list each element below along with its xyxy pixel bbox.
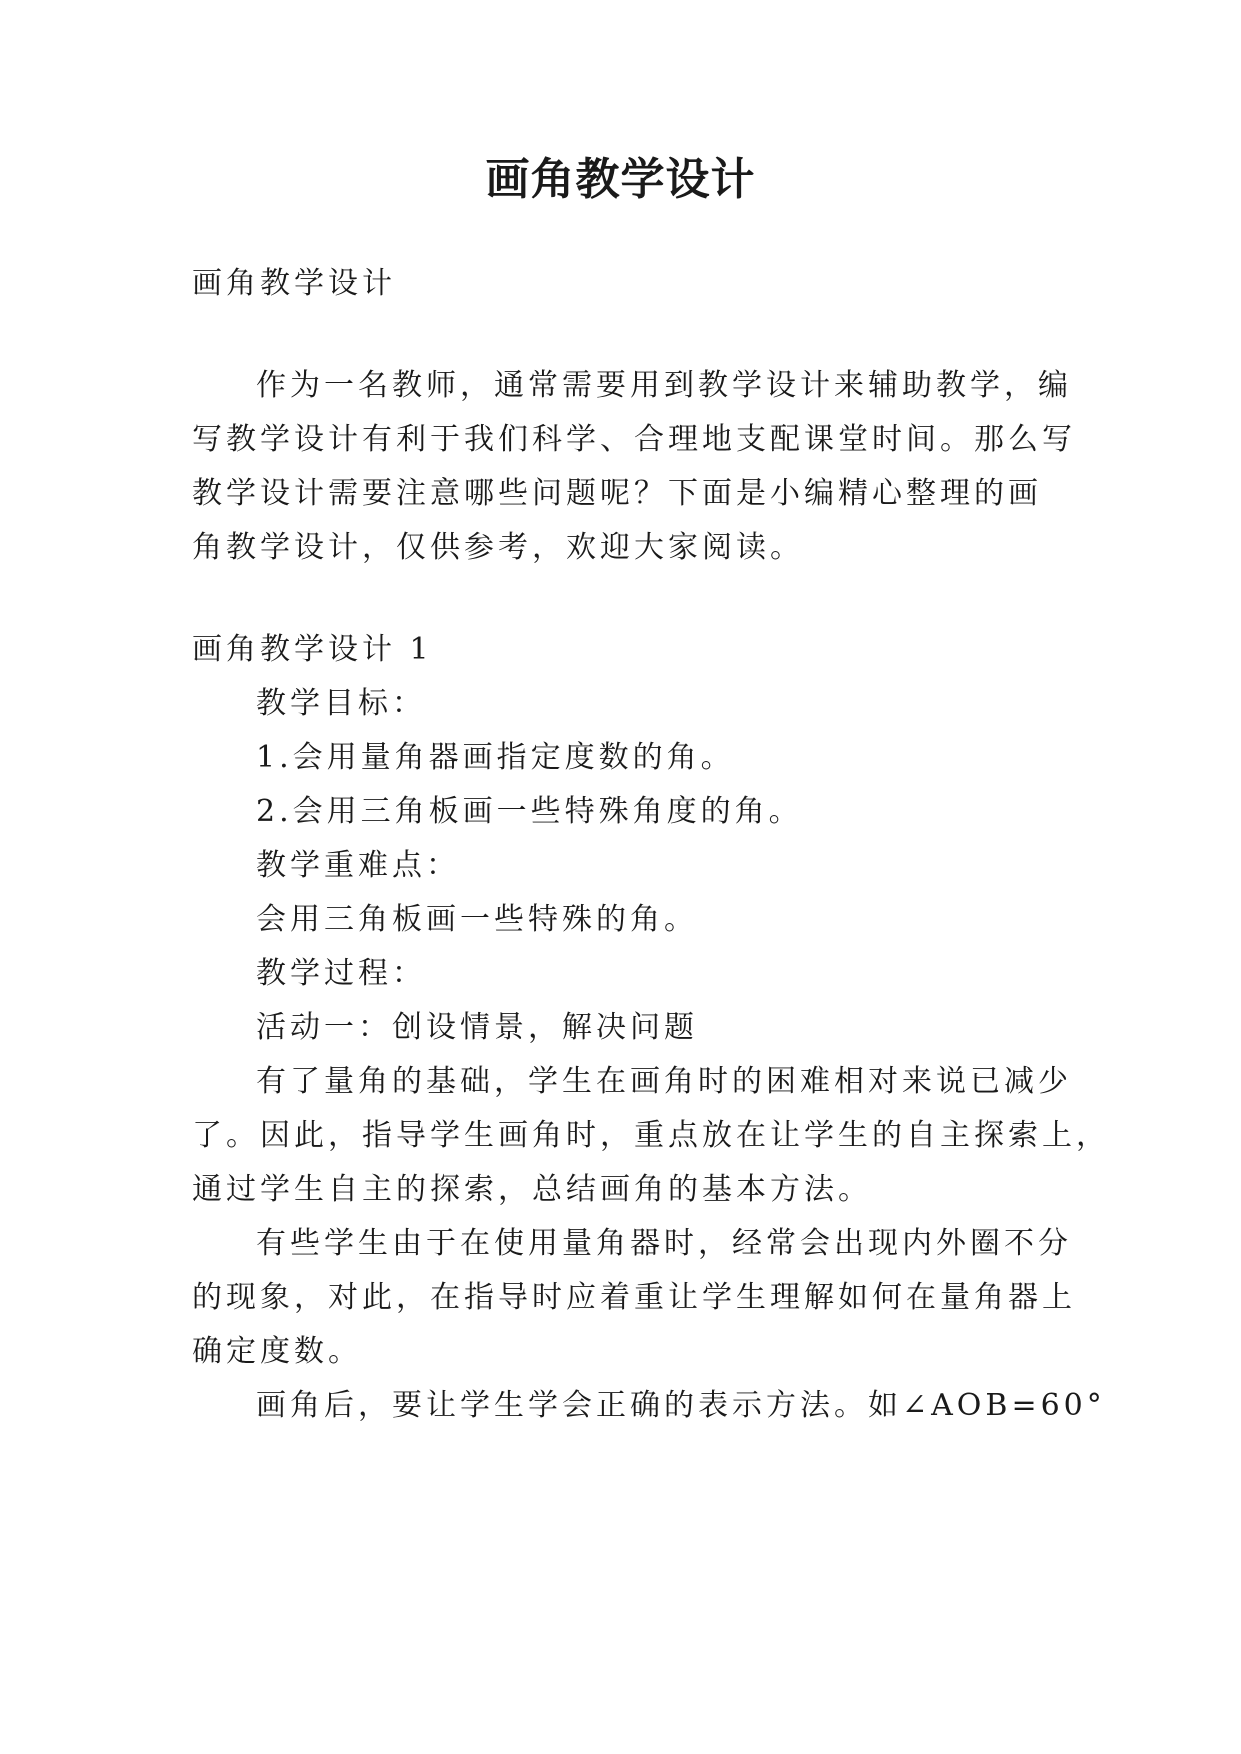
body-line: 确定度数。 [192, 1334, 362, 1369]
body-line: 画角后，要让学生学会正确的表示方法。如∠AOB=60° [256, 1388, 1106, 1423]
body-line: 教学重难点： [256, 848, 460, 883]
body-line: 通过学生自主的探索，总结画角的基本方法。 [192, 1172, 872, 1207]
body-line: 有些学生由于在使用量角器时，经常会出现内外圈不分 [256, 1226, 1072, 1261]
body-line: 会用三角板画一些特殊的角。 [256, 902, 698, 937]
intro-line: 角教学设计，仅供参考，欢迎大家阅读。 [192, 530, 804, 565]
body-line: 教学目标： [256, 686, 426, 721]
body-line: 1.会用量角器画指定度数的角。 [256, 740, 735, 775]
document-subtitle: 画角教学设计 [192, 266, 396, 301]
body-line: 的现象，对此，在指导时应着重让学生理解如何在量角器上 [192, 1280, 1076, 1315]
section-heading: 画角教学设计 1 [192, 632, 433, 667]
body-line: 有了量角的基础，学生在画角时的困难相对来说已减少 [256, 1064, 1072, 1099]
body-line: 2.会用三角板画一些特殊角度的角。 [256, 794, 803, 829]
body-line: 教学过程： [256, 956, 426, 991]
intro-line: 作为一名教师，通常需要用到教学设计来辅助教学，编 [256, 368, 1072, 403]
intro-line: 写教学设计有利于我们科学、合理地支配课堂时间。那么写 [192, 422, 1076, 457]
document-title: 画角教学设计 [485, 154, 756, 205]
intro-line: 教学设计需要注意哪些问题呢？下面是小编精心整理的画 [192, 476, 1042, 511]
body-line: 活动一：创设情景，解决问题 [256, 1010, 698, 1045]
body-line: 了。因此，指导学生画角时，重点放在让学生的自主探索上， [192, 1118, 1110, 1153]
